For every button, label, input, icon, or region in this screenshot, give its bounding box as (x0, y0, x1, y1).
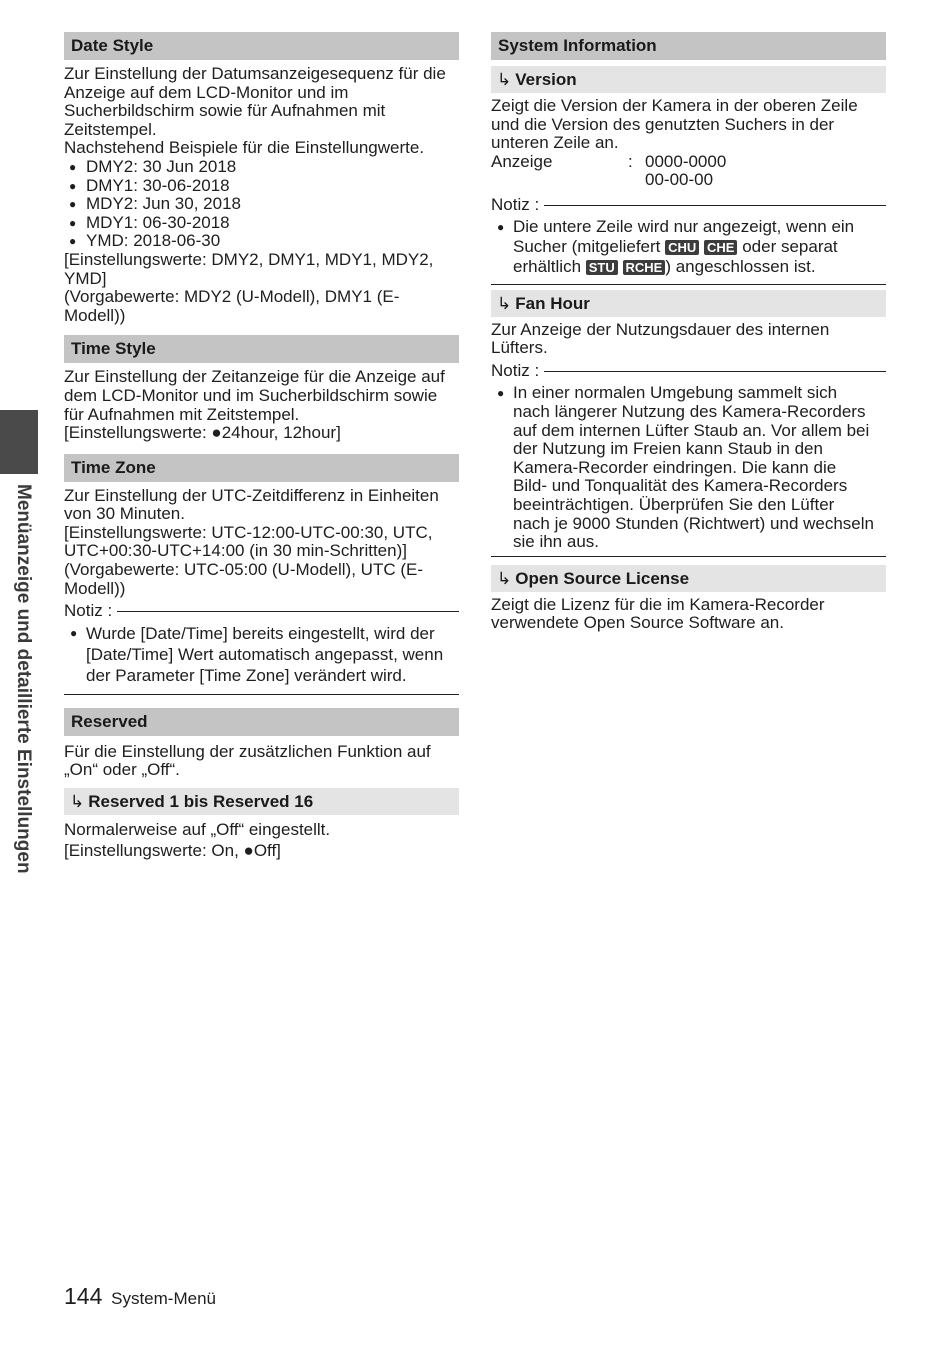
text-line: Bild- und Tonqualität des Kamera-Recorders (513, 476, 848, 496)
sub-arrow-icon: ↳ (497, 568, 512, 588)
text-line: nach je 9000 Stunden (Richtwert) und wechseln (513, 513, 874, 533)
note-label: Notiz : (491, 194, 540, 214)
text-line: unteren Zeile an. (491, 133, 619, 153)
note-heading (64, 602, 459, 621)
reserved-header: Reserved (64, 708, 459, 736)
note-item (491, 384, 886, 551)
note-heading (491, 196, 886, 215)
page-number: 144 (64, 1283, 103, 1309)
section-name: System-Menü (111, 1289, 216, 1308)
text-line: von 30 Minuten. (64, 504, 185, 524)
text-line: der Parameter [Time Zone] verändert wird. (86, 665, 407, 685)
settings-line: YMD] (64, 268, 107, 288)
text-line: Anzeige auf dem LCD-Monitor und im (64, 82, 349, 102)
default-marker-icon: ● (243, 841, 254, 861)
date-example-item: ● MDY1: 06-30-2018 (64, 214, 459, 233)
time-zone-description (64, 487, 459, 599)
text-line: Zur Einstellung der Datumsanzeigesequenz für die (64, 64, 446, 83)
text-span: oder separat (737, 236, 838, 256)
note-rule (544, 371, 886, 372)
model-tag-che: CHE (704, 240, 737, 255)
sub-arrow-icon: ↳ (497, 293, 512, 313)
settings-line (64, 840, 459, 861)
defaults-line: (Vorgabewerte: UTC-05:00 (U-Modell), UTC (E- (64, 560, 423, 580)
text-line: Lüfters. (491, 338, 548, 358)
page-footer (64, 1283, 216, 1309)
reserved-1-16-subheader (64, 788, 459, 815)
default-marker-icon: ● (211, 423, 222, 443)
system-information-header: System Information (491, 32, 886, 60)
camera-version-value: 0000-0000 (645, 151, 727, 171)
text-line: ● Wurde [Date/Time] bereits eingestellt, wird der (86, 623, 435, 643)
text-line: beeinträchtigen. Überprüfen Sie den Lüfter (513, 494, 835, 514)
note-rule (117, 611, 459, 612)
text-line: sie ihn aus. (513, 532, 599, 552)
text-line: auf dem internen Lüfter Staub an. Vor allem bei (513, 420, 870, 440)
text-span: erhältlich (513, 256, 586, 276)
date-example-item: ● YMD: 2018-06-30 (64, 232, 459, 251)
date-style-description (64, 65, 459, 325)
viewfinder-version-value: 00-00-00 (645, 170, 714, 190)
text-line: [Date/Time] Wert automatisch angepasst, wenn (86, 644, 444, 664)
text-line: der Nutzung im Freien kann Staub in den (513, 439, 823, 459)
text-line: nach längerer Nutzung des Kamera-Recorders (513, 401, 866, 421)
model-tag-stu: STU (586, 260, 618, 275)
text-line: Zur Einstellung der UTC-Zeitdifferenz in Einheiten (64, 485, 439, 505)
display-colon: : (628, 151, 633, 171)
text-line: Sucherbildschirm sowie für Aufnahmen mit (64, 101, 386, 121)
text-line (513, 237, 886, 257)
note-end-rule (491, 556, 886, 557)
settings-prefix: [Einstellungswerte: (64, 423, 212, 443)
text-line: Nachstehend Beispiele für die Einstellungwerte. (64, 138, 425, 158)
fan-hour-description (491, 321, 886, 358)
side-chapter-title: Menüanzeige und detaillierte Einstellungen (13, 484, 34, 874)
sub-arrow-icon: ↳ (70, 792, 85, 812)
subheader-label: Reserved 1 bis Reserved 16 (88, 792, 314, 812)
settings-line (64, 424, 459, 443)
subheader-label: Fan Hour (515, 293, 590, 313)
date-example-item: ● MDY2: Jun 30, 2018 (64, 195, 459, 214)
note-label: Notiz : (491, 360, 540, 380)
settings-line: UTC+00:30-UTC+14:00 (in 30 min-Schritten)] (64, 541, 407, 561)
version-subheader (491, 66, 886, 93)
text-span: ) angeschlossen ist. (665, 256, 816, 276)
defaults-line: Modell)) (64, 305, 126, 325)
settings-prefix: [Einstellungswerte: On, (64, 841, 244, 861)
settings-values: Off] (253, 841, 281, 861)
subheader-label: Version (515, 70, 577, 89)
note-end-rule (64, 694, 459, 695)
open-source-description (491, 596, 886, 633)
note-rule (544, 205, 886, 206)
text-line: Für die Einstellung der zusätzlichen Funktion auf (64, 741, 431, 761)
version-description (491, 97, 886, 190)
text-line: Zeigt die Lizenz für die im Kamera-Recorder (491, 594, 825, 614)
text-line: für Aufnahmen mit Zeitstempel. (64, 404, 300, 424)
fan-hour-subheader (491, 290, 886, 317)
settings-values: 24hour, 12hour] (221, 423, 341, 443)
right-column (491, 32, 886, 633)
note-heading (491, 362, 886, 381)
text-span: Sucher (mitgeliefert (513, 236, 666, 256)
date-style-header: Date Style (64, 32, 459, 60)
date-example-item: ● DMY2: 30 Jun 2018 (64, 158, 459, 177)
text-line: dem LCD-Monitor und im Sucherbildschirm sowie (64, 385, 438, 405)
text-line (513, 257, 886, 277)
note-item (64, 623, 459, 686)
text-line: „On“ oder „Off“. (64, 760, 180, 780)
model-tag-chu: CHU (665, 240, 699, 255)
model-tag-rche: RCHE (623, 260, 666, 275)
note-end-rule (491, 284, 886, 285)
sub-arrow-icon: ↳ (497, 70, 512, 89)
text-line: ● Die untere Zeile wird nur angezeigt, wenn ein (513, 216, 855, 236)
reserved-1-16-description (64, 819, 459, 861)
text-line: Normalerweise auf „Off“ eingestellt. (64, 820, 331, 840)
text-line: Zur Einstellung der Zeitanzeige für die Anzeige auf (64, 367, 445, 387)
text-line: verwendete Open Source Software an. (491, 613, 784, 633)
text-line: Zur Anzeige der Nutzungsdauer des internen (491, 319, 830, 339)
time-style-header: Time Style (64, 335, 459, 363)
text-line: und die Version des genutzten Suchers in der (491, 114, 835, 134)
defaults-line: (Vorgabewerte: MDY2 (U-Modell), DMY1 (E- (64, 287, 400, 307)
text-line: Zeigt die Version der Kamera in der oberen Zeile (491, 96, 858, 115)
time-zone-header: Time Zone (64, 454, 459, 482)
display-label: Anzeige (491, 151, 553, 171)
text-line: Zeitstempel. (64, 119, 157, 139)
display-values (645, 153, 726, 190)
note-label: Notiz : (64, 601, 113, 621)
date-example-item: ● DMY1: 30-06-2018 (64, 177, 459, 196)
subheader-label: Open Source License (515, 568, 690, 588)
left-column (64, 32, 459, 861)
settings-line: [Einstellungswerte: DMY2, DMY1, MDY1, MDY2, (64, 249, 434, 269)
text-line: ● In einer normalen Umgebung sammelt sich (513, 383, 838, 403)
time-style-description (64, 368, 459, 442)
display-row (491, 153, 886, 190)
open-source-license-subheader (491, 565, 886, 592)
defaults-line: Modell)) (64, 578, 126, 598)
settings-line: [Einstellungswerte: UTC-12:00-UTC-00:30, UTC, (64, 522, 433, 542)
text-line: Kamera-Recorder eindringen. Die kann die (513, 457, 837, 477)
reserved-description (64, 743, 459, 780)
section-tab-marker (0, 410, 38, 474)
note-item (491, 217, 886, 277)
